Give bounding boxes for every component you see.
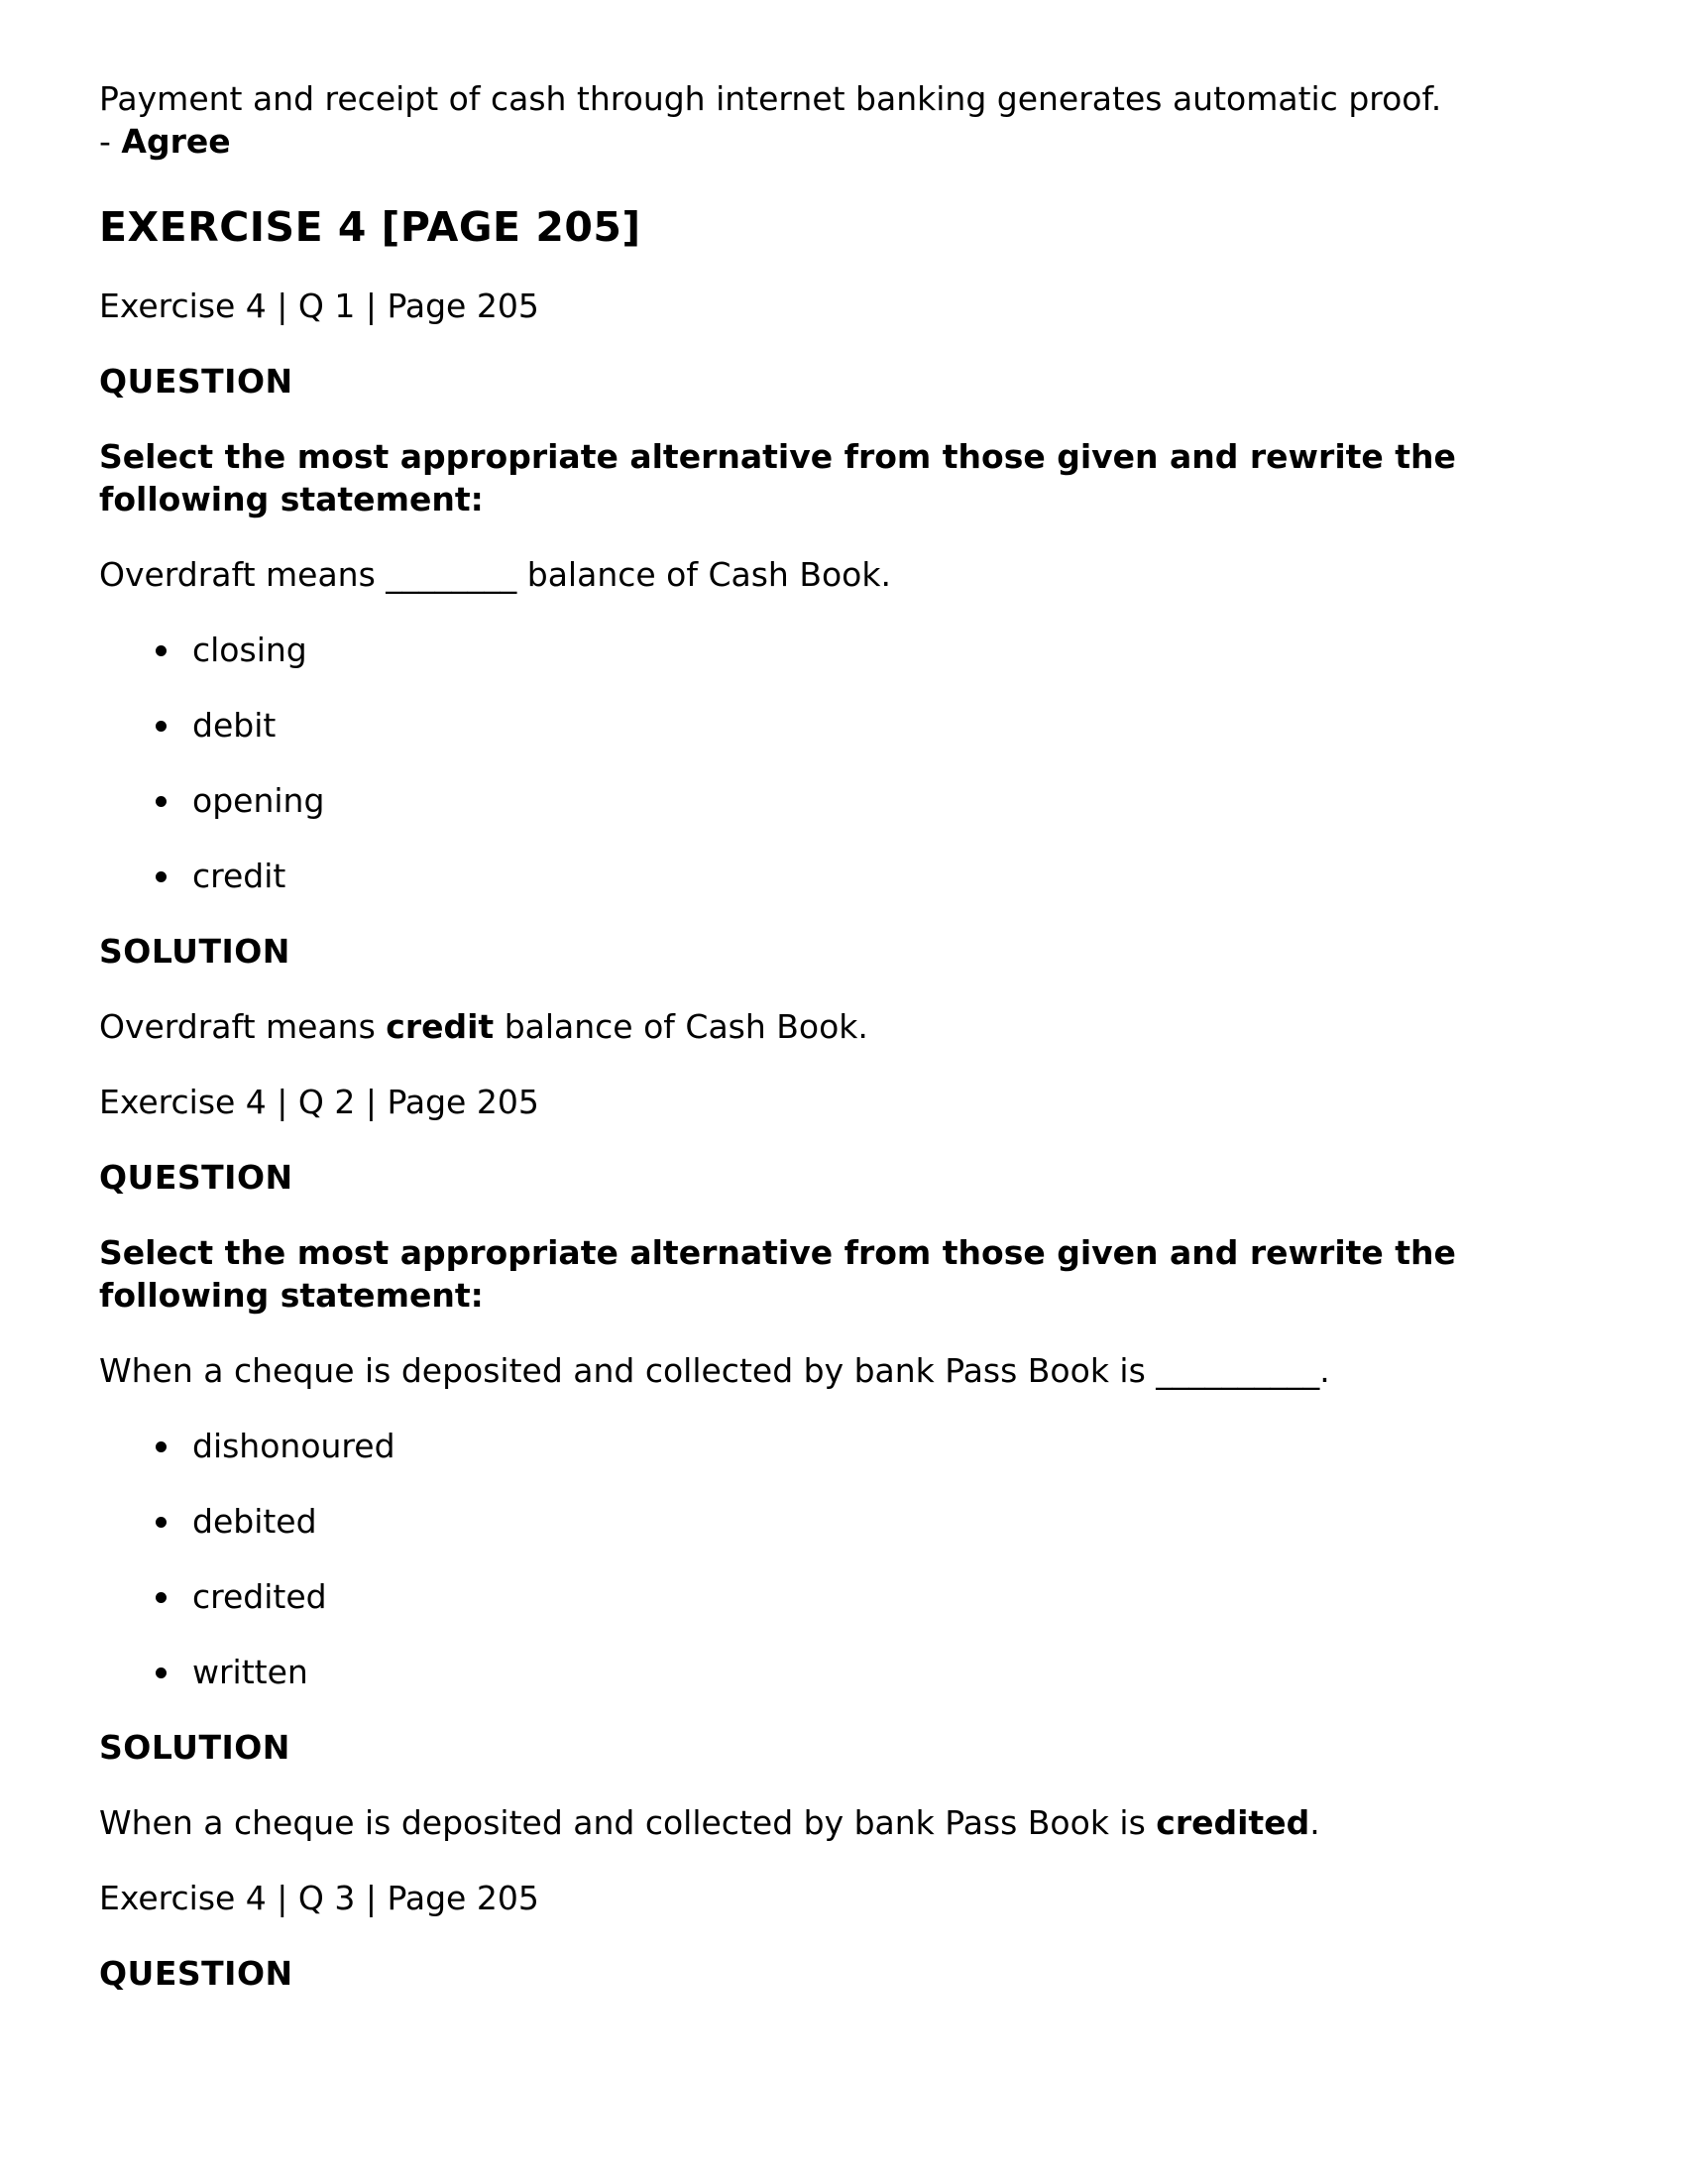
solution-answer: credit [386,1007,495,1046]
option-item [99,779,1586,822]
question-meta: Exercise 4 | Q 3 | Page 205 [99,1879,539,1917]
bullet-icon [156,1441,167,1452]
question-label: QUESTION [99,1158,293,1197]
option-text: closing [192,631,307,669]
question-meta: Exercise 4 | Q 2 | Page 205 [99,1083,539,1121]
solution-before: Overdraft means [99,1007,387,1046]
question-stem: Overdraft means ________ balance of Cash Book. [99,555,891,594]
bullet-icon [156,796,167,807]
solution-label: SOLUTION [99,932,290,971]
solution-answer: credited [1156,1803,1310,1842]
bullet-icon [156,1517,167,1528]
solution-text [99,1005,1586,1048]
question-prompt: Select the most appropriate alternative from those given and rewrite the following statement: [99,1233,1456,1315]
option-text: credited [192,1577,327,1616]
question-block-1 [99,285,1586,1048]
previous-answer-block [99,77,1586,163]
previous-statement: Payment and receipt of cash through internet banking generates automatic proof. [99,79,1442,118]
question-stem: When a cheque is deposited and collected by bank Pass Book is __________. [99,1351,1330,1390]
option-text: debited [192,1502,317,1541]
options-list [99,629,1586,897]
option-item [99,855,1586,897]
options-list [99,1425,1586,1693]
question-label: QUESTION [99,362,293,401]
bullet-icon [156,645,167,656]
document-page [99,77,1586,2027]
solution-label: SOLUTION [99,1728,290,1767]
previous-answer-prefix: - [99,122,122,161]
previous-answer: Agree [121,122,231,161]
question-block-2 [99,1081,1586,1844]
exercise-heading: EXERCISE 4 [PAGE 205] [99,203,641,251]
solution-after: . [1309,1803,1320,1842]
question-prompt: Select the most appropriate alternative from those given and rewrite the following statement: [99,437,1456,518]
bullet-icon [156,1592,167,1603]
question-meta: Exercise 4 | Q 1 | Page 205 [99,287,539,325]
question-label: QUESTION [99,1954,293,1993]
option-text: dishonoured [192,1427,395,1465]
option-item [99,1575,1586,1618]
question-block-3 [99,1877,1586,1995]
option-item [99,1651,1586,1693]
bullet-icon [156,1667,167,1678]
option-text: credit [192,857,286,895]
solution-text [99,1801,1586,1844]
option-item [99,629,1586,671]
option-item [99,704,1586,747]
option-item [99,1500,1586,1543]
option-text: written [192,1653,308,1691]
option-text: opening [192,781,325,820]
option-item [99,1425,1586,1467]
solution-before: When a cheque is deposited and collected by bank Pass Book is [99,1803,1157,1842]
solution-after: balance of Cash Book. [494,1007,868,1046]
bullet-icon [156,871,167,882]
option-text: debit [192,706,277,745]
bullet-icon [156,721,167,732]
previous-answer-line [99,120,1586,163]
